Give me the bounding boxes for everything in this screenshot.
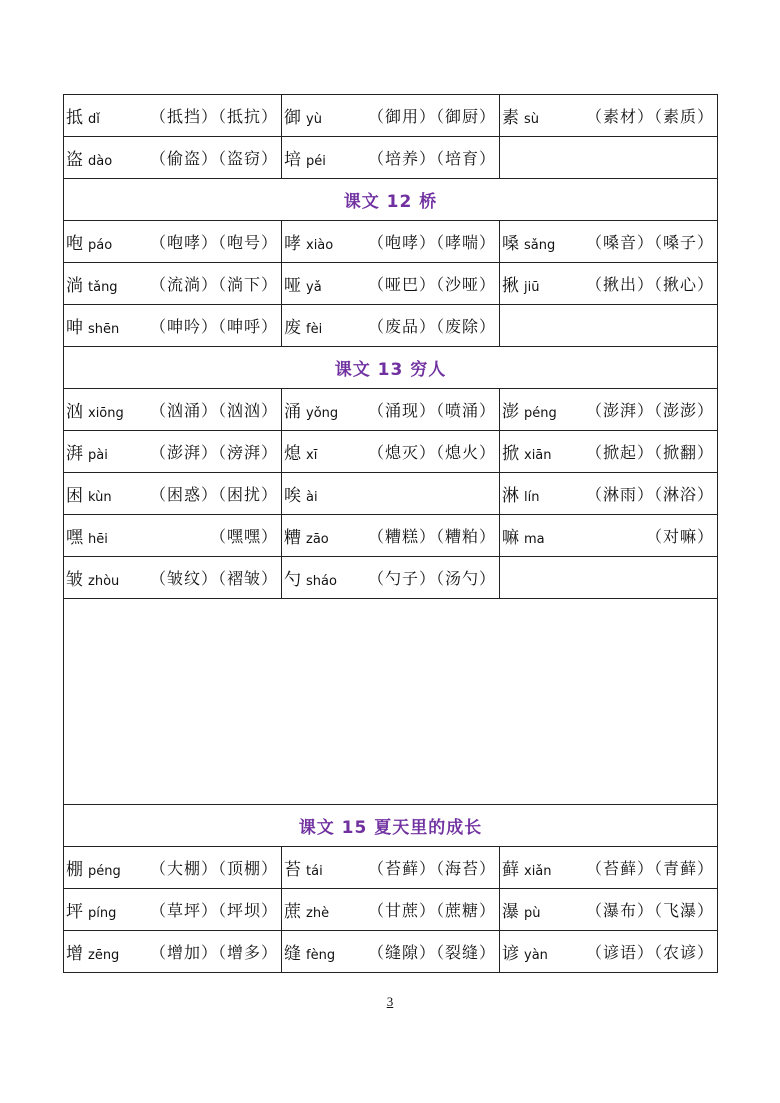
vocab-cell [64,889,282,931]
vocab-head [66,271,118,296]
vocab-pinyin: shēn [88,322,120,337]
vocab-pinyin: jiū [524,280,540,295]
page-number: 3 [386,994,394,1009]
vocab-entry [282,889,499,930]
vocab-head [66,313,119,338]
vocab-character: 谚 [502,944,519,964]
vocab-words: （苔藓）（青藓） [585,859,714,878]
vocab-pinyin: fèi [306,322,323,337]
vocab-entry [282,931,499,972]
vocab-head [502,939,548,964]
vocab-character: 湃 [66,444,83,464]
vocab-entry [64,137,281,178]
section-header-cell [64,179,718,221]
vocab-pinyin: xiào [306,238,334,253]
section-header-cell [64,805,718,847]
vocab-pinyin: sǎng [524,238,556,253]
vocab-pinyin: pài [88,448,108,463]
vocab-entry [64,515,281,556]
vocab-cell [500,431,718,473]
vocab-cell [500,95,718,137]
vocab-character: 藓 [502,860,519,880]
vocab-character: 勺 [284,570,301,590]
vocab-cell [282,137,500,179]
vocab-head [284,481,318,506]
vocab-cell [500,889,718,931]
vocab-pinyin: fèng [306,948,336,963]
vocab-character: 增 [66,944,83,964]
vocab-cell [500,263,718,305]
vocab-entry [282,389,499,430]
vocab-cell [500,515,718,557]
vocab-entry [500,389,717,430]
vocab-entry [282,137,499,178]
vocab-words: （培养）（培育） [367,149,496,168]
vocab-words: （呻吟）（呻呼） [149,317,278,336]
vocab-character: 哮 [284,234,301,254]
vocabulary-table [63,94,718,973]
vocab-head [502,271,539,296]
table-row [64,847,718,889]
vocab-character: 瀑 [502,902,519,922]
vocab-character: 汹 [66,402,83,422]
vocab-pinyin: tái [306,864,323,879]
vocab-cell [282,95,500,137]
vocab-character: 嘛 [502,528,519,548]
vocab-character: 糟 [284,528,301,548]
vocab-cell [64,431,282,473]
vocab-entry [282,95,499,136]
vocab-head [66,229,112,254]
vocab-head [66,855,121,880]
vocab-head [502,229,555,254]
vocab-entry [282,557,499,598]
vocabulary-table-body [64,95,718,973]
vocab-entry [64,431,281,472]
section-header-row [64,347,718,389]
vocab-head [502,481,539,506]
vocab-cell [500,221,718,263]
vocab-entry [282,263,499,304]
vocab-pinyin: xiǎn [524,864,552,879]
vocab-words: （苔藓）（海苔） [367,859,496,878]
vocab-words: （澎湃）（滂湃） [149,443,278,462]
vocab-pinyin: páo [88,238,113,253]
vocab-pinyin: péng [524,406,557,421]
table-row [64,473,718,515]
vocab-words: （草坪）（坪坝） [149,901,278,920]
vocab-cell [64,847,282,889]
vocab-entry [282,473,499,514]
vocab-cell [64,305,282,347]
vocab-head [66,939,119,964]
vocab-cell [282,263,500,305]
vocab-head [66,103,100,128]
section-header-row [64,179,718,221]
vocab-character: 淋 [502,486,519,506]
section-header-row [64,805,718,847]
vocab-character: 熄 [284,444,301,464]
vocab-words: （汹涌）（汹汹） [149,401,278,420]
vocab-words: （瀑布）（飞瀑） [585,901,714,920]
blank-cell [64,599,718,805]
vocab-cell [282,515,500,557]
vocab-head [502,103,539,128]
vocab-entry [500,847,717,888]
vocab-entry [500,431,717,472]
vocab-head [66,523,108,548]
vocab-entry [500,515,717,556]
vocab-head [66,565,119,590]
vocab-head [502,439,552,464]
vocab-pinyin: péi [306,154,326,169]
vocab-pinyin: pù [524,906,541,921]
vocab-cell [64,137,282,179]
vocab-cell [64,263,282,305]
vocab-words: （大棚）（顶棚） [149,859,278,878]
vocab-head [66,145,112,170]
vocab-entry [64,221,281,262]
section-title: 课文 13 穷人 [334,360,447,380]
vocab-entry [282,305,499,346]
vocab-words: （谚语）（农谚） [585,943,714,962]
vocab-character: 嘿 [66,528,83,548]
vocab-character: 盗 [66,150,83,170]
table-row [64,305,718,347]
vocab-entry [64,931,281,972]
empty-cell [500,137,718,179]
vocab-character: 培 [284,150,301,170]
vocab-words: （勺子）（汤勺） [367,569,496,588]
section-header-cell [64,347,718,389]
vocab-head [502,855,552,880]
vocab-pinyin: xī [306,448,318,463]
vocab-head [502,397,557,422]
table-row [64,137,718,179]
table-row [64,557,718,599]
vocab-character: 唉 [284,486,301,506]
vocab-entry [500,473,717,514]
vocab-character: 涌 [284,402,301,422]
vocab-character: 澎 [502,402,519,422]
vocab-character: 废 [284,318,301,338]
vocab-entry [64,557,281,598]
table-row [64,95,718,137]
vocab-character: 蔗 [284,902,301,922]
vocab-entry [500,221,717,262]
empty-cell [500,305,718,347]
vocab-cell [282,431,500,473]
vocab-entry [500,263,717,304]
vocab-pinyin: kùn [88,490,112,505]
vocab-character: 御 [284,108,301,128]
vocab-cell [282,889,500,931]
vocab-entry [500,95,717,136]
vocab-head [502,897,541,922]
vocab-head [284,439,317,464]
vocab-head [66,897,116,922]
vocab-pinyin: yǎ [306,280,322,295]
vocab-pinyin: xiōng [88,406,124,421]
vocab-pinyin: ài [306,490,318,505]
vocab-words: （甘蔗）（蔗糖） [367,901,496,920]
vocab-head [284,313,322,338]
vocab-head [284,855,323,880]
vocab-character: 坪 [66,902,83,922]
vocab-character: 呻 [66,318,83,338]
vocab-head [66,439,108,464]
section-title: 课文 15 夏天里的成长 [298,818,483,838]
vocab-pinyin: zhè [306,906,330,921]
vocab-words: （涌现）（喷涌） [367,401,496,420]
vocab-words: （糟糕）（糟粕） [367,527,496,546]
vocab-words: （哑巴）（沙哑） [367,275,496,294]
vocab-entry [282,847,499,888]
vocab-pinyin: hēi [88,532,108,547]
vocab-words: （淋雨）（淋浴） [585,485,714,504]
vocab-pinyin: zhòu [88,574,120,589]
vocab-entry [64,847,281,888]
vocab-head [284,103,322,128]
vocab-entry [64,305,281,346]
vocab-cell [64,95,282,137]
vocab-words: （增加）（增多） [149,943,278,962]
vocab-pinyin: ma [524,532,545,547]
vocab-character: 困 [66,486,83,506]
vocab-pinyin: xiān [524,448,552,463]
vocab-entry [64,263,281,304]
vocab-words: （澎湃）（澎澎） [585,401,714,420]
vocab-words: （对嘛） [645,527,714,546]
vocab-head [284,939,335,964]
vocab-character: 缝 [284,944,301,964]
vocab-pinyin: dào [88,154,113,169]
vocab-entry [64,889,281,930]
vocab-words: （抵挡）（抵抗） [149,107,278,126]
vocab-character: 掀 [502,444,519,464]
vocab-entry [282,221,499,262]
vocab-cell [282,305,500,347]
vocab-cell [64,515,282,557]
vocab-words: （咆哮）（哮喘） [367,233,496,252]
vocab-words: （废品）（废除） [367,317,496,336]
vocab-pinyin: yàn [524,948,548,963]
vocab-pinyin: tǎng [88,280,118,295]
vocab-words: （困惑）（困扰） [149,485,278,504]
vocab-entry [282,515,499,556]
empty-cell [500,557,718,599]
vocab-words: （缝隙）（裂缝） [367,943,496,962]
vocab-entry [64,389,281,430]
table-row [64,221,718,263]
vocab-entry [64,473,281,514]
vocab-character: 皱 [66,570,83,590]
vocab-words: （皱纹）（褶皱） [149,569,278,588]
vocab-character: 苔 [284,860,301,880]
section-title: 课文 12 桥 [343,192,438,212]
vocab-head [284,229,333,254]
vocab-pinyin: péng [88,864,121,879]
vocab-cell [64,473,282,515]
vocab-head [66,397,124,422]
vocab-pinyin: yǒng [306,406,339,421]
vocab-words: （熄灭）（熄火） [367,443,496,462]
vocab-pinyin: zēng [88,948,120,963]
vocab-entry [64,95,281,136]
vocab-cell [500,473,718,515]
vocab-head [284,271,322,296]
vocab-character: 嗓 [502,234,519,254]
vocab-cell [282,557,500,599]
vocab-character: 棚 [66,860,83,880]
vocab-cell [282,931,500,973]
vocab-head [284,145,326,170]
vocab-head [284,397,338,422]
blank-row [64,599,718,805]
vocab-words: （嗓音）（嗓子） [585,233,714,252]
vocab-cell [64,389,282,431]
vocab-cell [64,221,282,263]
vocab-head [284,523,329,548]
vocab-pinyin: píng [88,906,117,921]
vocab-pinyin: dǐ [88,112,100,127]
vocab-character: 素 [502,108,519,128]
vocab-cell [500,389,718,431]
vocab-character: 哑 [284,276,301,296]
vocab-pinyin: sháo [306,574,337,589]
vocab-words: （御用）（御厨） [367,107,496,126]
vocab-pinyin: sù [524,112,540,127]
vocab-words: （素材）（素质） [585,107,714,126]
vocab-character: 淌 [66,276,83,296]
vocab-cell [500,847,718,889]
vocab-pinyin: yù [306,112,322,127]
vocab-pinyin: lín [524,490,540,505]
vocab-cell [64,931,282,973]
vocab-head [284,897,329,922]
vocab-head [66,481,112,506]
vocab-words: （偷盗）（盗窃） [149,149,278,168]
vocab-entry [500,931,717,972]
vocab-character: 抵 [66,108,83,128]
table-row [64,263,718,305]
table-row [64,931,718,973]
vocab-words: （揪出）（揪心） [585,275,714,294]
vocab-cell [282,389,500,431]
vocab-words: （掀起）（掀翻） [585,443,714,462]
vocab-cell [500,931,718,973]
vocab-words: （咆哮）（咆号） [149,233,278,252]
vocab-cell [64,557,282,599]
vocab-cell [282,221,500,263]
vocab-head [284,565,337,590]
vocab-entry [282,431,499,472]
vocab-pinyin: zāo [306,532,329,547]
table-row [64,515,718,557]
vocab-words: （嘿嘿） [209,527,278,546]
table-row [64,889,718,931]
vocab-cell [282,473,500,515]
table-row [64,431,718,473]
vocab-head [502,523,545,548]
vocab-words: （流淌）（淌下） [149,275,278,294]
vocab-character: 揪 [502,276,519,296]
vocab-cell [282,847,500,889]
table-row [64,389,718,431]
vocab-entry [500,889,717,930]
vocab-character: 咆 [66,234,83,254]
